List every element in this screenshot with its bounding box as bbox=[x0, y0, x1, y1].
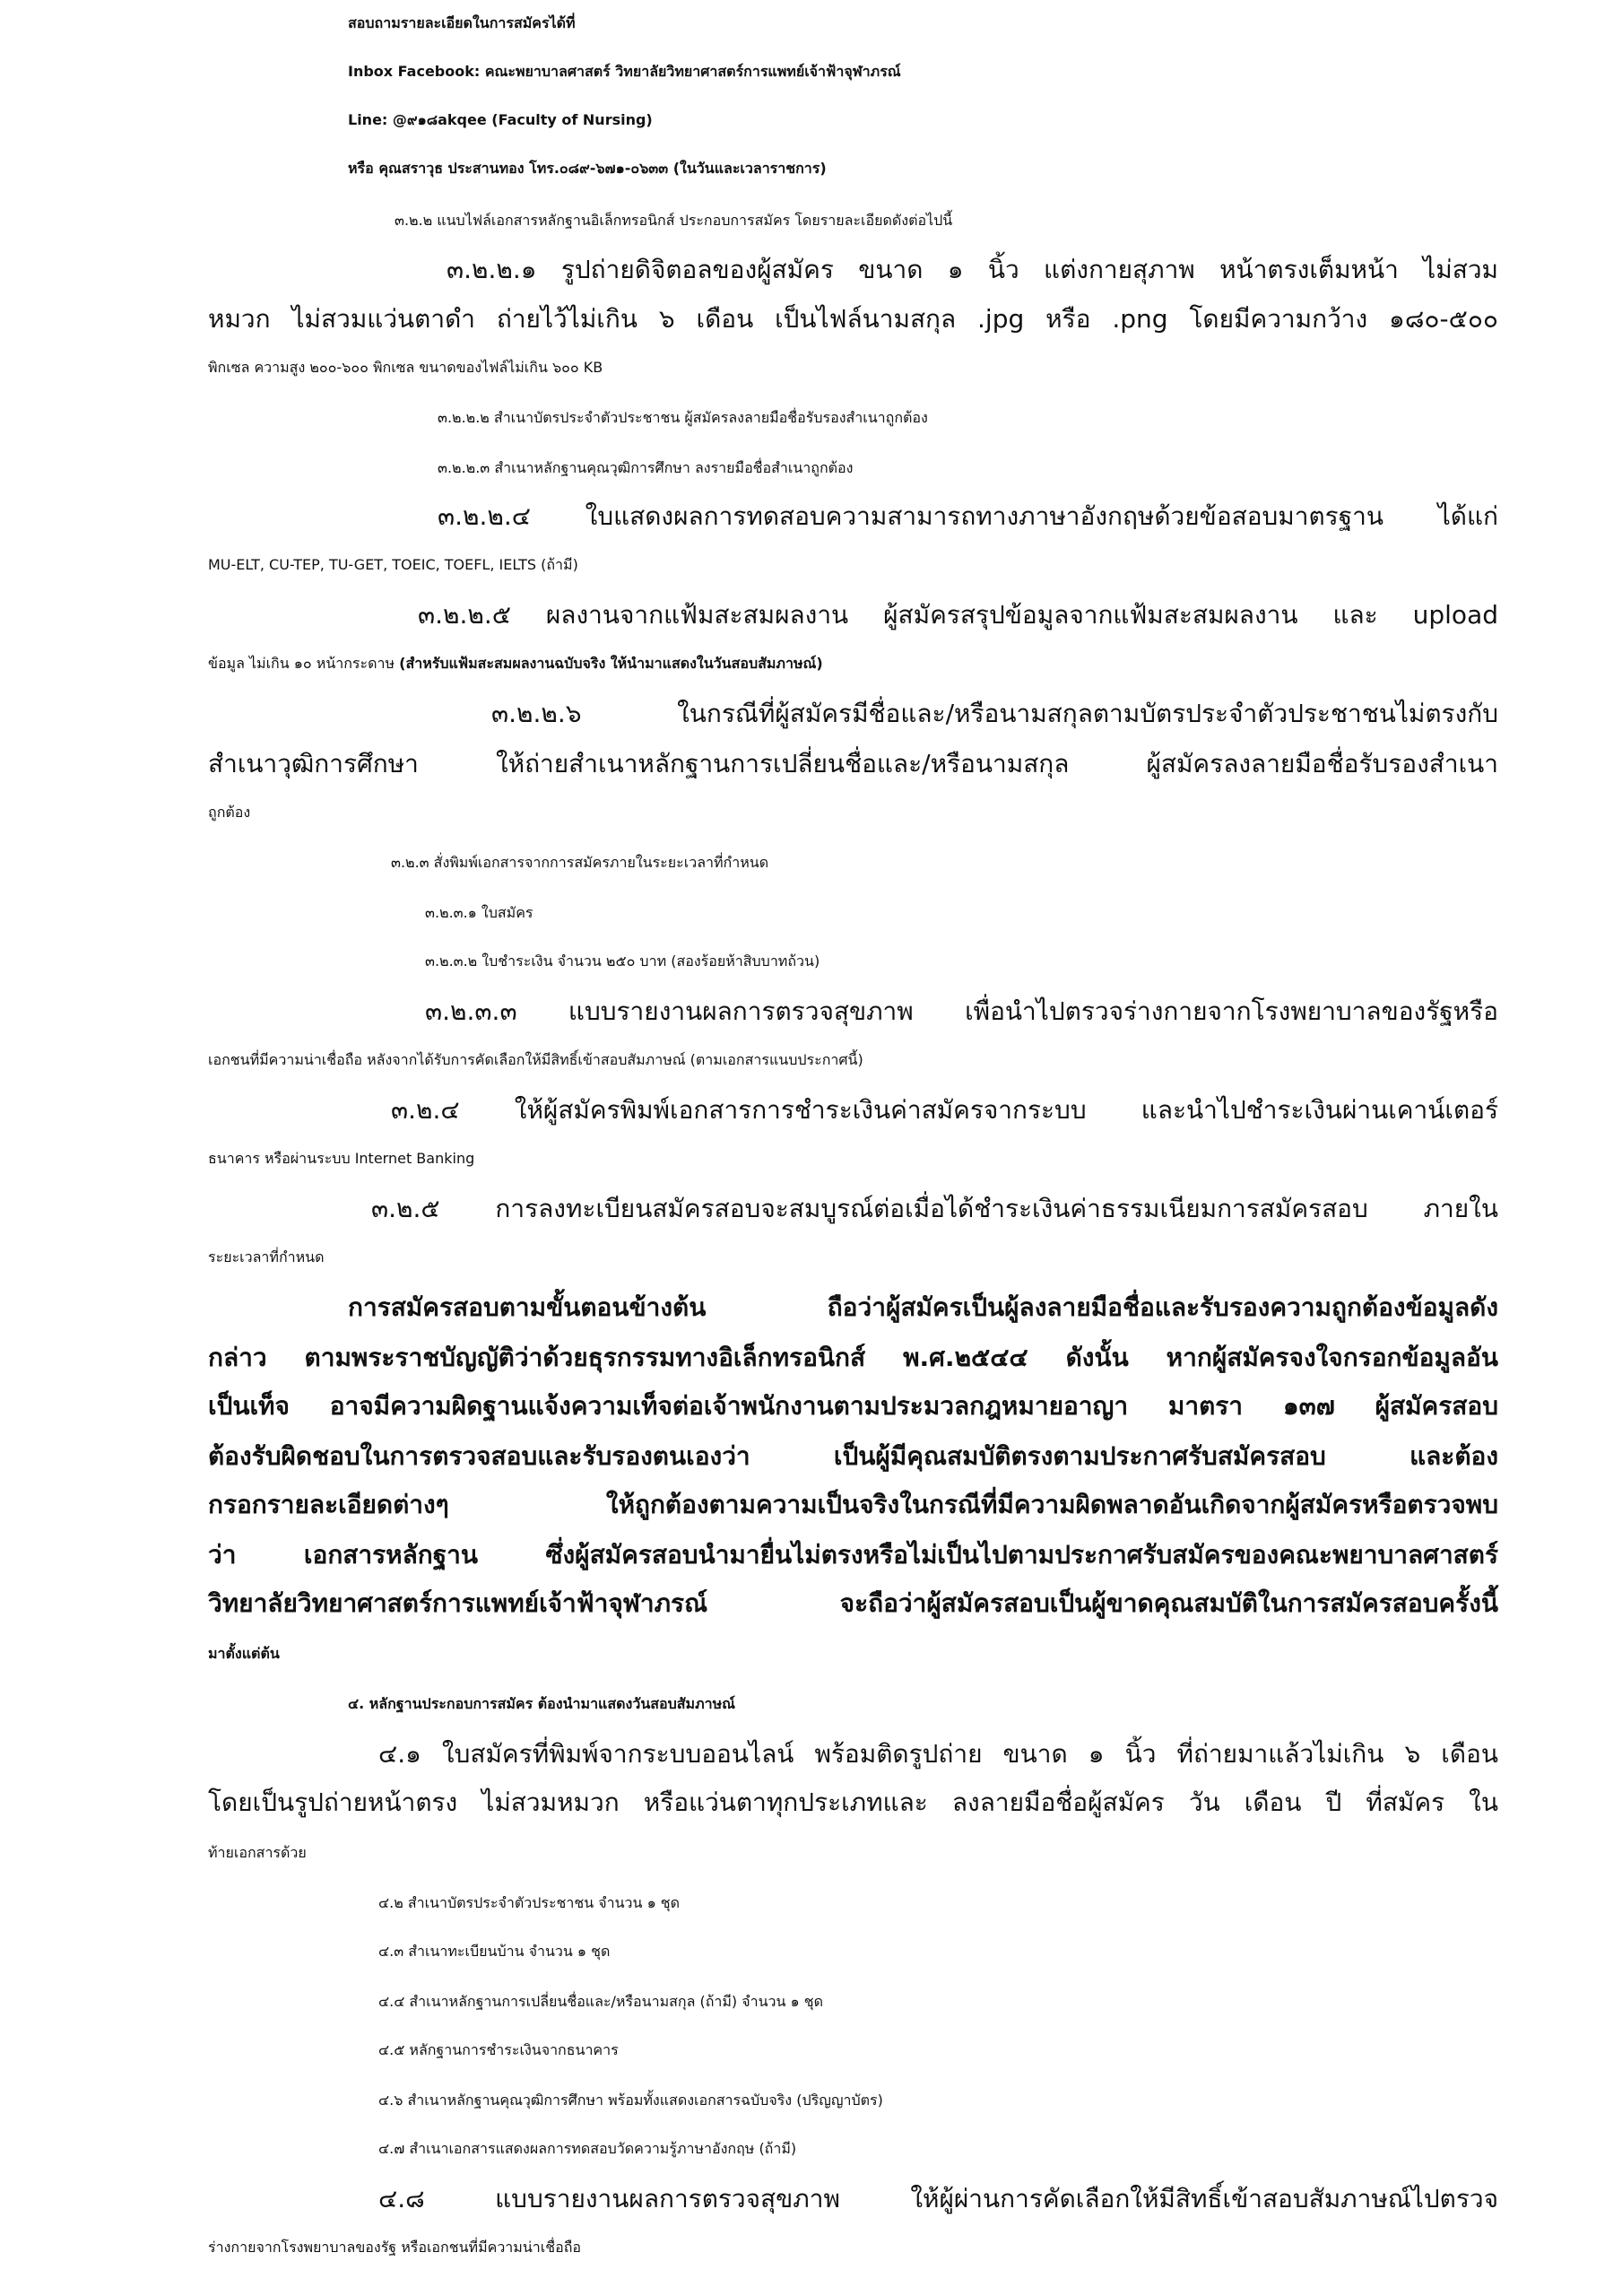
item-4-6: ๔.๖ สำเนาหลักฐานคุณวุฒิการศึกษา พร้อมทั้งแสดงเอกสารฉบับจริง (ปริญญาบัตร) bbox=[378, 2092, 883, 2109]
item-3-2-3-3-line-2: เอกชนที่มีความน่าเชื่อถือ หลังจากได้รับการคัดเลือกให้มีสิทธิ์เข้าสอบสัมภาษณ์ (ตามเอกสารแนบประกาศนี้) bbox=[208, 1051, 863, 1068]
item-4-5: ๔.๕ หลักฐานการชำระเงินจากธนาคาร bbox=[378, 2041, 619, 2058]
item-3-2-3-1: ๓.๒.๓.๑ ใบสมัคร bbox=[425, 904, 533, 921]
declaration-line-8: มาตั้งแต่ต้น bbox=[208, 1645, 280, 1662]
item-4-8-line-2: ร่างกายจากโรงพยาบาลของรัฐ หรือเอกชนที่มีความน่าเชื่อถือ bbox=[208, 2239, 581, 2256]
item-3-2-2-4-line-2: MU-ELT, CU-TEP, TU-GET, TOEIC, TOEFL, IELTS (ถ้ามี) bbox=[208, 556, 578, 573]
item-3-2-2-6-line-1: ๓.๒.๒.๖ ในกรณีที่ผู้สมัครมีชื่อและ/หรือนามสกุลตามบัตรประจำตัวประชาชนไม่ตรงกับ bbox=[491, 699, 1498, 728]
item-3-2-2-6-line-3: ถูกต้อง bbox=[208, 804, 251, 821]
declaration-line-2: กล่าว ตามพระราชบัญญัติว่าด้วยธุรกรรมทางอิเล็กทรอนิกส์ พ.ศ.๒๕๔๔ ดังนั้น หากผู้สมัครจงใจกรอกข้อมูลอัน bbox=[208, 1343, 1498, 1372]
item-4-2: ๔.๒ สำเนาบัตรประจำตัวประชาชน จำนวน ๑ ชุด bbox=[378, 1894, 681, 1911]
item-3-2-2-5-line-1: ๓.๒.๒.๕ ผลงานจากแฟ้มสะสมผลงาน ผู้สมัครสรุปข้อมูลจากแฟ้มสะสมผลงาน และ upload bbox=[418, 600, 1498, 630]
item-3-2-2-1-line-2: หมวก ไม่สวมแว่นตาดำ ถ่ายไว้ไม่เกิน ๖ เดือน เป็นไฟล์นามสกุล .jpg หรือ .png โดยมีความกว้าง ๑๘๐-๕๐๐ bbox=[208, 304, 1498, 334]
item-3-2-2-5-line-2 bbox=[208, 648, 1622, 680]
item-3-2-3-3-line-1: ๓.๒.๓.๓ แบบรายงานผลการตรวจสุขภาพ เพื่อนำไปตรวจร่างกายจากโรงพยาบาลของรัฐหรือ bbox=[425, 996, 1498, 1026]
contact-facebook: Inbox Facebook: คณะพยาบาลศาสตร์ วิทยาลัยวิทยาศาสตร์การแพทย์เจ้าฟ้าจุฬาภรณ์ bbox=[348, 63, 901, 80]
declaration-line-3: เป็นเท็จ อาจมีความผิดฐานแจ้งความเท็จต่อเจ้าพนักงานตามประมวลกฎหมายอาญา มาตรา ๑๓๗ ผู้สมัครสอบ bbox=[208, 1391, 1498, 1421]
section-3-2-5-line-1: ๓.๒.๕ การลงทะเบียนสมัครสอบจะสมบูรณ์ต่อเมื่อได้ชำระเงินค่าธรรมเนียมการสมัครสอบ ภายใน bbox=[371, 1194, 1498, 1223]
section-4-header: ๔. หลักฐานประกอบการสมัคร ต้องนำมาแสดงวันสอบสัมภาษณ์ bbox=[348, 1695, 736, 1712]
item-3-2-2-2: ๓.๒.๒.๒ สำเนาบัตรประจำตัวประชาชน ผู้สมัครลงลายมือชื่อรับรองสำเนาถูกต้อง bbox=[438, 409, 928, 426]
item-3-2-2-5-note: (สำหรับแฟ้มสะสมผลงานฉบับจริง ให้นำมาแสดงในวันสอบสัมภาษณ์) bbox=[399, 655, 823, 672]
declaration-line-5: กรอกรายละเอียดต่างๆ ให้ถูกต้องตามความเป็นจริงในกรณีที่มีความผิดพลาดอันเกิดจากผู้สมัครหรือตรวจพบ bbox=[208, 1490, 1498, 1519]
item-3-2-2-3: ๓.๒.๒.๓ สำเนาหลักฐานคุณวุฒิการศึกษา ลงรายมือชื่อสำเนาถูกต้อง bbox=[438, 459, 854, 476]
declaration-line-7: วิทยาลัยวิทยาศาสตร์การแพทย์เจ้าฟ้าจุฬาภรณ์ จะถือว่าผู้สมัครสอบเป็นผู้ขาดคุณสมบัติในการสมัครสอบครั้งนี้ bbox=[208, 1588, 1498, 1618]
item-4-4: ๔.๔ สำเนาหลักฐานการเปลี่ยนชื่อและ/หรือนามสกุล (ถ้ามี) จำนวน ๑ ชุด bbox=[378, 1993, 824, 2010]
item-3-2-2-4-line-1: ๓.๒.๒.๔ ใบแสดงผลการทดสอบความสามารถทางภาษาอังกฤษด้วยข้อสอบมาตรฐาน ได้แก่ bbox=[438, 501, 1498, 531]
item-4-1-line-3: ท้ายเอกสารด้วย bbox=[208, 1844, 307, 1861]
section-3-2-4-line-2: ธนาคาร หรือผ่านระบบ Internet Banking bbox=[208, 1150, 475, 1167]
item-3-2-2-1-line-3: พิกเซล ความสูง ๒๐๐-๖๐๐ พิกเซล ขนาดของไฟล์ไม่เกิน ๖๐๐ KB bbox=[208, 359, 603, 376]
declaration-line-1: การสมัครสอบตามขั้นตอนข้างต้น ถือว่าผู้สมัครเป็นผู้ลงลายมือชื่อและรับรองความถูกต้องข้อมูลดัง bbox=[348, 1292, 1498, 1322]
item-4-8-line-1: ๔.๘ แบบรายงานผลการตรวจสุขภาพ ให้ผู้ผ่านการคัดเลือกให้มีสิทธิ์เข้าสอบสัมภาษณ์ไปตรวจ bbox=[378, 2184, 1498, 2213]
item-3-2-2-5-text: ข้อมูล ไม่เกิน ๑๐ หน้ากระดาษ bbox=[208, 655, 400, 672]
item-4-3: ๔.๓ สำเนาทะเบียนบ้าน จำนวน ๑ ชุด bbox=[378, 1943, 611, 1960]
item-3-2-3-2: ๓.๒.๓.๒ ใบชำระเงิน จำนวน ๒๕๐ บาท (สองร้อยห้าสิบบาทถ้วน) bbox=[425, 952, 820, 970]
contact-line-id: Line: @๙๑๘akqee (Faculty of Nursing) bbox=[348, 111, 653, 128]
item-3-2-2-1-line-1: ๓.๒.๒.๑ รูปถ่ายดิจิตอลของผู้สมัคร ขนาด ๑ นิ้ว แต่งกายสุภาพ หน้าตรงเต็มหน้า ไม่สวม bbox=[447, 255, 1498, 284]
item-4-7: ๔.๗ สำเนาเอกสารแสดงผลการทดสอบวัดความรู้ภาษาอังกฤษ (ถ้ามี) bbox=[378, 2140, 797, 2157]
section-3-2-5-line-2: ระยะเวลาที่กำหนด bbox=[208, 1248, 325, 1265]
item-4-1-line-1: ๔.๑ ใบสมัครที่พิมพ์จากระบบออนไลน์ พร้อมติดรูปถ่าย ขนาด ๑ นิ้ว ที่ถ่ายมาแล้วไม่เกิน ๖ เดือน bbox=[378, 1739, 1498, 1769]
item-3-2-2-6-line-2: สำเนาวุฒิการศึกษา ให้ถ่ายสำเนาหลักฐานการเปลี่ยนชื่อและ/หรือนามสกุล ผู้สมัครลงลายมือชื่อรับรองสำเนา bbox=[208, 749, 1498, 778]
declaration-line-4: ต้องรับผิดชอบในการตรวจสอบและรับรองตนเองว่า เป็นผู้มีคุณสมบัติตรงตามประกาศรับสมัครสอบ และต้อง bbox=[208, 1441, 1498, 1471]
section-3-2-2-header: ๓.๒.๒ แนบไฟล์เอกสารหลักฐานอิเล็กทรอนิกส์ ประกอบการสมัคร โดยรายละเอียดดังต่อไปนี้ bbox=[395, 212, 953, 229]
section-3-2-3-header: ๓.๒.๓ สั่งพิมพ์เอกสารจากการสมัครภายในระยะเวลาที่กำหนด bbox=[391, 854, 769, 871]
contact-phone: หรือ คุณสราวุธ ประสานทอง โทร.๐๘๙-๖๗๑-๐๖๓๓ (ในวันและเวลาราชการ) bbox=[348, 160, 827, 177]
declaration-line-6: ว่า เอกสารหลักฐาน ซึ่งผู้สมัครสอบนำมายื่นไม่ตรงหรือไม่เป็นไปตามประกาศรับสมัครของคณะพยาบาลศาสตร์ bbox=[208, 1540, 1498, 1570]
contact-heading: สอบถามรายละเอียดในการสมัครได้ที่ bbox=[348, 14, 576, 31]
section-3-2-4-line-1: ๓.๒.๔ ให้ผู้สมัครพิมพ์เอกสารการชำระเงินค่าสมัครจากระบบ และนำไปชำระเงินผ่านเคาน์เตอร์ bbox=[391, 1095, 1498, 1125]
item-4-1-line-2: โดยเป็นรูปถ่ายหน้าตรง ไม่สวมหมวก หรือแว่นตาทุกประเภทและ ลงลายมือชื่อผู้สมัคร วัน เดือน ปี ที่สมัคร ใน bbox=[208, 1787, 1498, 1817]
